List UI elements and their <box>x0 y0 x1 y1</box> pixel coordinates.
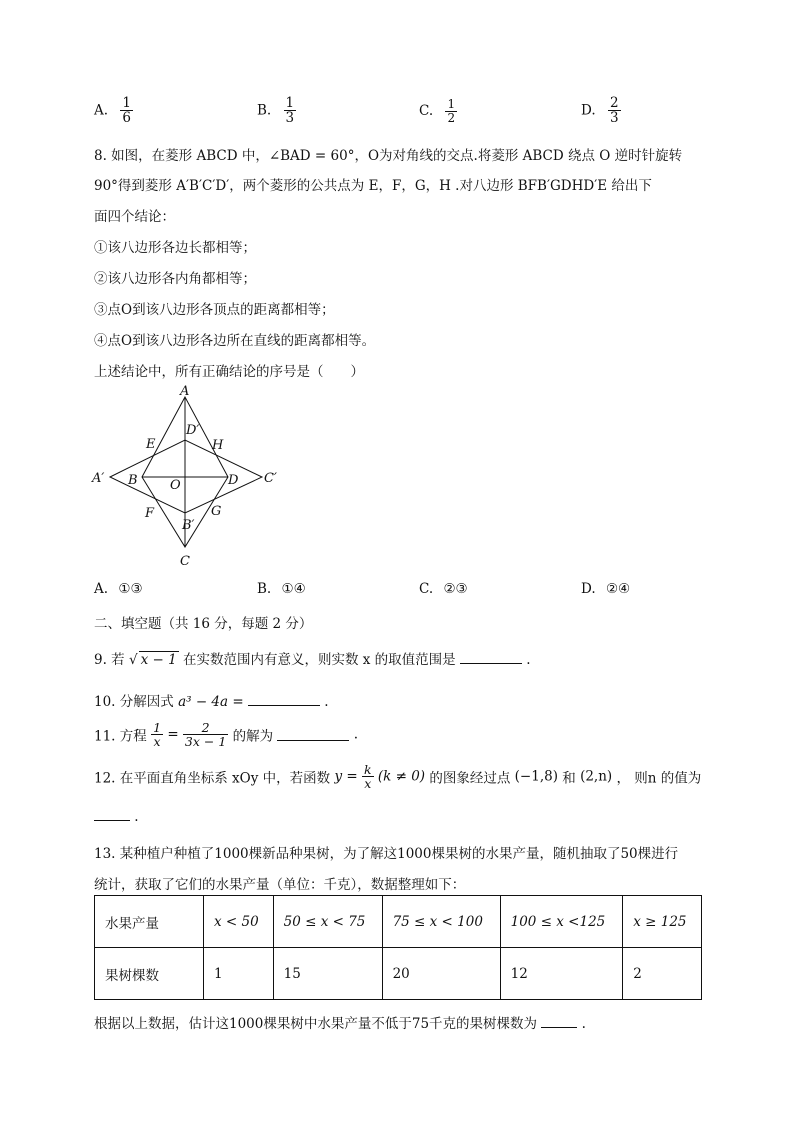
sqrt-expression <box>129 652 179 668</box>
label-o: O <box>170 478 181 493</box>
q13-after-text: 根据以上数据，估计这1000棵果树中水果产量不低于75千克的果树棵数为 <box>94 1016 538 1032</box>
question-9 <box>94 648 531 668</box>
option-letter: D. <box>581 102 596 119</box>
table-cell: x ≥ 125 <box>623 896 702 948</box>
q8-option-d <box>581 581 630 597</box>
q8-line-3: 面四个结论： <box>94 209 175 225</box>
q7-option-d <box>581 96 621 125</box>
q12-and: 和 <box>562 770 576 787</box>
fraction-denominator: x <box>364 776 372 792</box>
q11-end: . <box>353 726 358 743</box>
q8-option-a <box>94 581 143 597</box>
q12-prefix: 12. 在平面直角坐标系 xOy 中，若函数 <box>94 770 331 787</box>
table-cell: 水果产量 <box>95 896 204 948</box>
fraction-numerator: 1 <box>153 720 162 735</box>
radicand: x − 1 <box>140 652 177 668</box>
table-cell: 20 <box>382 948 500 1000</box>
q8-line-2: 90°得到菱形 A′B′C′D′，两个菱形的公共点为 E，F，G，H .对八边形 BFB′GDHD′E 给出下 <box>94 178 652 194</box>
q8-line-1: 8. 如图，在菱形 ABCD 中，∠BAD = 60°，O为对角线的交点.将菱形 ABCD 绕点 O 逆时针旋转 <box>94 148 683 164</box>
fraction-numerator: 1 <box>447 97 456 111</box>
answer-blank[interactable] <box>541 1015 577 1028</box>
fraction-numerator: 1 <box>285 95 295 111</box>
table-cell: 12 <box>500 948 623 1000</box>
fraction-numerator: k <box>363 762 372 777</box>
answer-blank[interactable] <box>277 728 349 741</box>
q12-point-2: (2,n) <box>580 768 613 785</box>
option-text: ①③ <box>118 581 143 597</box>
question-11 <box>94 721 358 748</box>
q13-end: . <box>581 1016 586 1032</box>
fraction-denominator: 3 <box>609 110 619 127</box>
option-letter: A. <box>94 581 109 597</box>
q12-text: 的图象经过点 <box>429 770 511 787</box>
q12-tail: ， 则n 的值为 <box>616 770 702 787</box>
section-heading: 二、填空题（共 16 分，每题 2 分） <box>94 616 313 632</box>
q11-text: 的解为 <box>232 728 274 745</box>
q12-end: . <box>134 809 139 825</box>
label-g: G <box>211 504 222 519</box>
q12-condition: (k ≠ 0) <box>377 768 426 785</box>
sqrt-icon: √ <box>128 652 138 668</box>
option-text: ②④ <box>605 581 631 597</box>
table-cell: 15 <box>273 948 382 1000</box>
q12-point-1: (−1,8) <box>514 768 558 785</box>
rhombus-figure <box>90 385 290 570</box>
label-b: B <box>128 473 138 488</box>
option-letter: D. <box>581 581 596 597</box>
table-cell: 1 <box>204 948 274 1000</box>
option-letter: C. <box>419 581 434 597</box>
q8-option-c <box>419 581 468 597</box>
option-text: ①④ <box>281 581 306 597</box>
option-letter: A. <box>94 102 109 119</box>
option-text: ②③ <box>443 581 468 597</box>
q8-conclusion-4: ④点O到该八边形各边所在直线的距离都相等。 <box>94 333 376 349</box>
answer-blank[interactable] <box>94 808 130 821</box>
q10-expression: a³ − 4a = <box>178 694 244 710</box>
question-12 <box>94 763 701 790</box>
q11-prefix: 11. 方程 <box>94 728 147 745</box>
fraction-numerator: 1 <box>122 95 131 111</box>
option-letter: B. <box>257 581 272 597</box>
q13-after <box>94 1012 586 1032</box>
table-cell: 2 <box>623 948 702 1000</box>
fraction-denominator: 3 <box>285 110 295 127</box>
q8-conclusion-3: ③点O到该八边形各顶点的距离都相等； <box>94 302 335 318</box>
fraction-numerator: 2 <box>183 721 228 735</box>
table-row <box>95 896 702 948</box>
q7-option-a <box>94 96 133 125</box>
fraction-denominator: x <box>153 734 161 750</box>
fraction-denominator: 3x − 1 <box>184 734 227 750</box>
label-a: A <box>180 385 190 399</box>
question-10 <box>94 690 329 710</box>
label-c: C <box>180 554 190 569</box>
table-cell: x < 50 <box>204 896 274 948</box>
q10-prefix: 10. 分解因式 <box>94 694 174 710</box>
label-e: E <box>146 437 156 452</box>
q12-answer-line <box>94 808 139 825</box>
q8-question: 上述结论中，所有正确结论的序号是（ ） <box>94 364 364 380</box>
equals-sign: = <box>167 726 179 743</box>
q9-end: . <box>526 652 531 668</box>
q12-y: y = <box>334 768 358 785</box>
q8-option-b <box>257 581 306 597</box>
label-c-prime: C′ <box>264 471 277 486</box>
q8-conclusion-1: ①该八边形各边长都相等； <box>94 240 256 256</box>
data-table <box>94 895 702 1000</box>
table-cell: 100 ≤ x <125 <box>500 896 623 948</box>
table-cell: 果树棵数 <box>95 948 204 1000</box>
fraction-denominator: 6 <box>122 110 131 127</box>
label-f: F <box>145 506 155 521</box>
label-d: D <box>228 473 239 488</box>
table-cell: 50 ≤ x < 75 <box>273 896 382 948</box>
label-h: H <box>212 438 224 453</box>
option-letter: C. <box>419 103 434 120</box>
q10-end: . <box>324 694 329 710</box>
table-cell: 75 ≤ x < 100 <box>382 896 500 948</box>
table-row <box>95 948 702 1000</box>
fraction-denominator: 2 <box>447 110 456 125</box>
option-letter: B. <box>257 102 272 119</box>
q7-option-b <box>257 96 296 125</box>
q8-conclusion-2: ②该八边形各内角都相等； <box>94 271 256 287</box>
q13-line-1: 13. 某种植户种植了1000棵新品种果树，为了解这1000棵果树的水果产量，随机抽取了50棵进行 <box>94 846 679 862</box>
answer-blank[interactable] <box>460 651 522 664</box>
q9-prefix: 9. 若 <box>94 652 125 668</box>
label-d-prime: D′ <box>186 423 200 438</box>
answer-blank[interactable] <box>248 693 320 706</box>
q7-option-c <box>419 98 457 124</box>
label-a-prime: A′ <box>92 471 105 486</box>
label-b-prime: B′ <box>182 518 195 533</box>
fraction-numerator: 2 <box>609 95 619 111</box>
q9-text: 在实数范围内有意义，则实数 x 的取值范围是 <box>182 652 456 668</box>
q13-line-2: 统计，获取了它们的水果产量（单位：千克），数据整理如下： <box>94 877 466 893</box>
